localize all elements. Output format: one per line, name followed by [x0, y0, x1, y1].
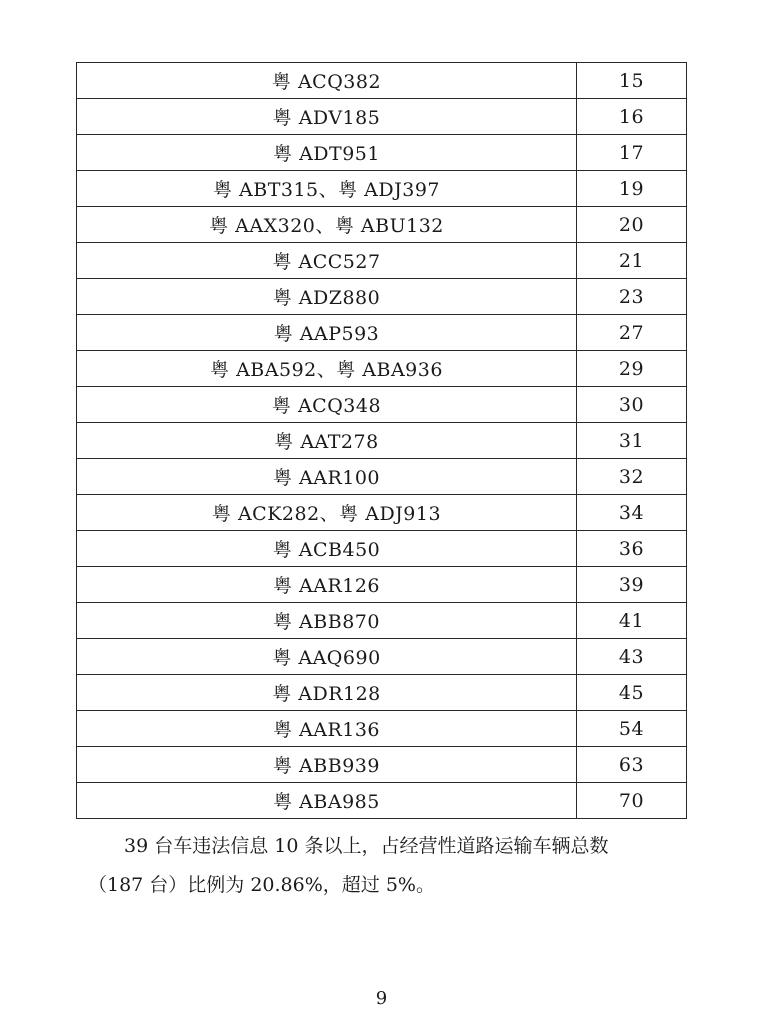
plate-numbers-cell: 粤 ACQ382 [77, 63, 577, 99]
violation-count-cell: 41 [577, 603, 687, 639]
violation-count-cell: 45 [577, 675, 687, 711]
table-row [77, 243, 687, 279]
violation-count-cell: 43 [577, 639, 687, 675]
violation-count-cell: 23 [577, 279, 687, 315]
violation-count-cell: 32 [577, 459, 687, 495]
plate-numbers-cell: 粤 ACC527 [77, 243, 577, 279]
table-row [77, 603, 687, 639]
violation-count-cell: 29 [577, 351, 687, 387]
violation-count-cell: 20 [577, 207, 687, 243]
table-row [77, 63, 687, 99]
plate-numbers-cell: 粤 ADV185 [77, 99, 577, 135]
violation-count-cell: 36 [577, 531, 687, 567]
page-number: 9 [375, 988, 388, 1009]
plate-numbers-cell: 粤 AAR126 [77, 567, 577, 603]
plate-numbers-cell: 粤 ADR128 [77, 675, 577, 711]
plate-numbers-cell: 粤 ADT951 [77, 135, 577, 171]
violation-count-cell: 54 [577, 711, 687, 747]
plate-numbers-cell: 粤 ABB870 [77, 603, 577, 639]
table-row [77, 639, 687, 675]
violation-count-cell: 27 [577, 315, 687, 351]
table-row [77, 315, 687, 351]
table-row [77, 351, 687, 387]
plate-numbers-cell: 粤 ACB450 [77, 531, 577, 567]
violation-count-cell: 31 [577, 423, 687, 459]
table-row [77, 495, 687, 531]
plate-numbers-cell: 粤 AAP593 [77, 315, 577, 351]
summary-line-1: 39 台车违法信息 10 条以上，占经营性道路运输车辆总数 [124, 835, 609, 857]
table-row [77, 171, 687, 207]
table-row [77, 747, 687, 783]
violation-count-cell: 39 [577, 567, 687, 603]
table-row [77, 423, 687, 459]
table-row [77, 135, 687, 171]
violation-count-cell: 70 [577, 783, 687, 819]
table-row [77, 675, 687, 711]
plate-numbers-cell: 粤 ABB939 [77, 747, 577, 783]
violation-count-cell: 21 [577, 243, 687, 279]
plate-numbers-cell: 粤 ACQ348 [77, 387, 577, 423]
violation-count-cell: 16 [577, 99, 687, 135]
table-row [77, 387, 687, 423]
summary-line-2: （187 台）比例为 20.86%，超过 5%。 [88, 874, 435, 896]
violations-table-body [77, 63, 687, 819]
plate-numbers-cell: 粤 ADZ880 [77, 279, 577, 315]
plate-numbers-cell: 粤 ABA592、粤 ABA936 [77, 351, 577, 387]
plate-numbers-cell: 粤 AAT278 [77, 423, 577, 459]
table-row [77, 531, 687, 567]
table-row [77, 783, 687, 819]
table-row [77, 711, 687, 747]
plate-numbers-cell: 粤 AAX320、粤 ABU132 [77, 207, 577, 243]
violation-count-cell: 19 [577, 171, 687, 207]
violation-count-cell: 17 [577, 135, 687, 171]
plate-numbers-cell: 粤 ABA985 [77, 783, 577, 819]
violation-count-cell: 15 [577, 63, 687, 99]
violations-table [76, 62, 687, 819]
plate-numbers-cell: 粤 AAR136 [77, 711, 577, 747]
plate-numbers-cell: 粤 AAQ690 [77, 639, 577, 675]
plate-numbers-cell: 粤 ACK282、粤 ADJ913 [77, 495, 577, 531]
table-row [77, 459, 687, 495]
table-row [77, 567, 687, 603]
violation-count-cell: 63 [577, 747, 687, 783]
table-row [77, 99, 687, 135]
violation-count-cell: 34 [577, 495, 687, 531]
table-row [77, 207, 687, 243]
violation-count-cell: 30 [577, 387, 687, 423]
plate-numbers-cell: 粤 ABT315、粤 ADJ397 [77, 171, 577, 207]
plate-numbers-cell: 粤 AAR100 [77, 459, 577, 495]
table-row [77, 279, 687, 315]
